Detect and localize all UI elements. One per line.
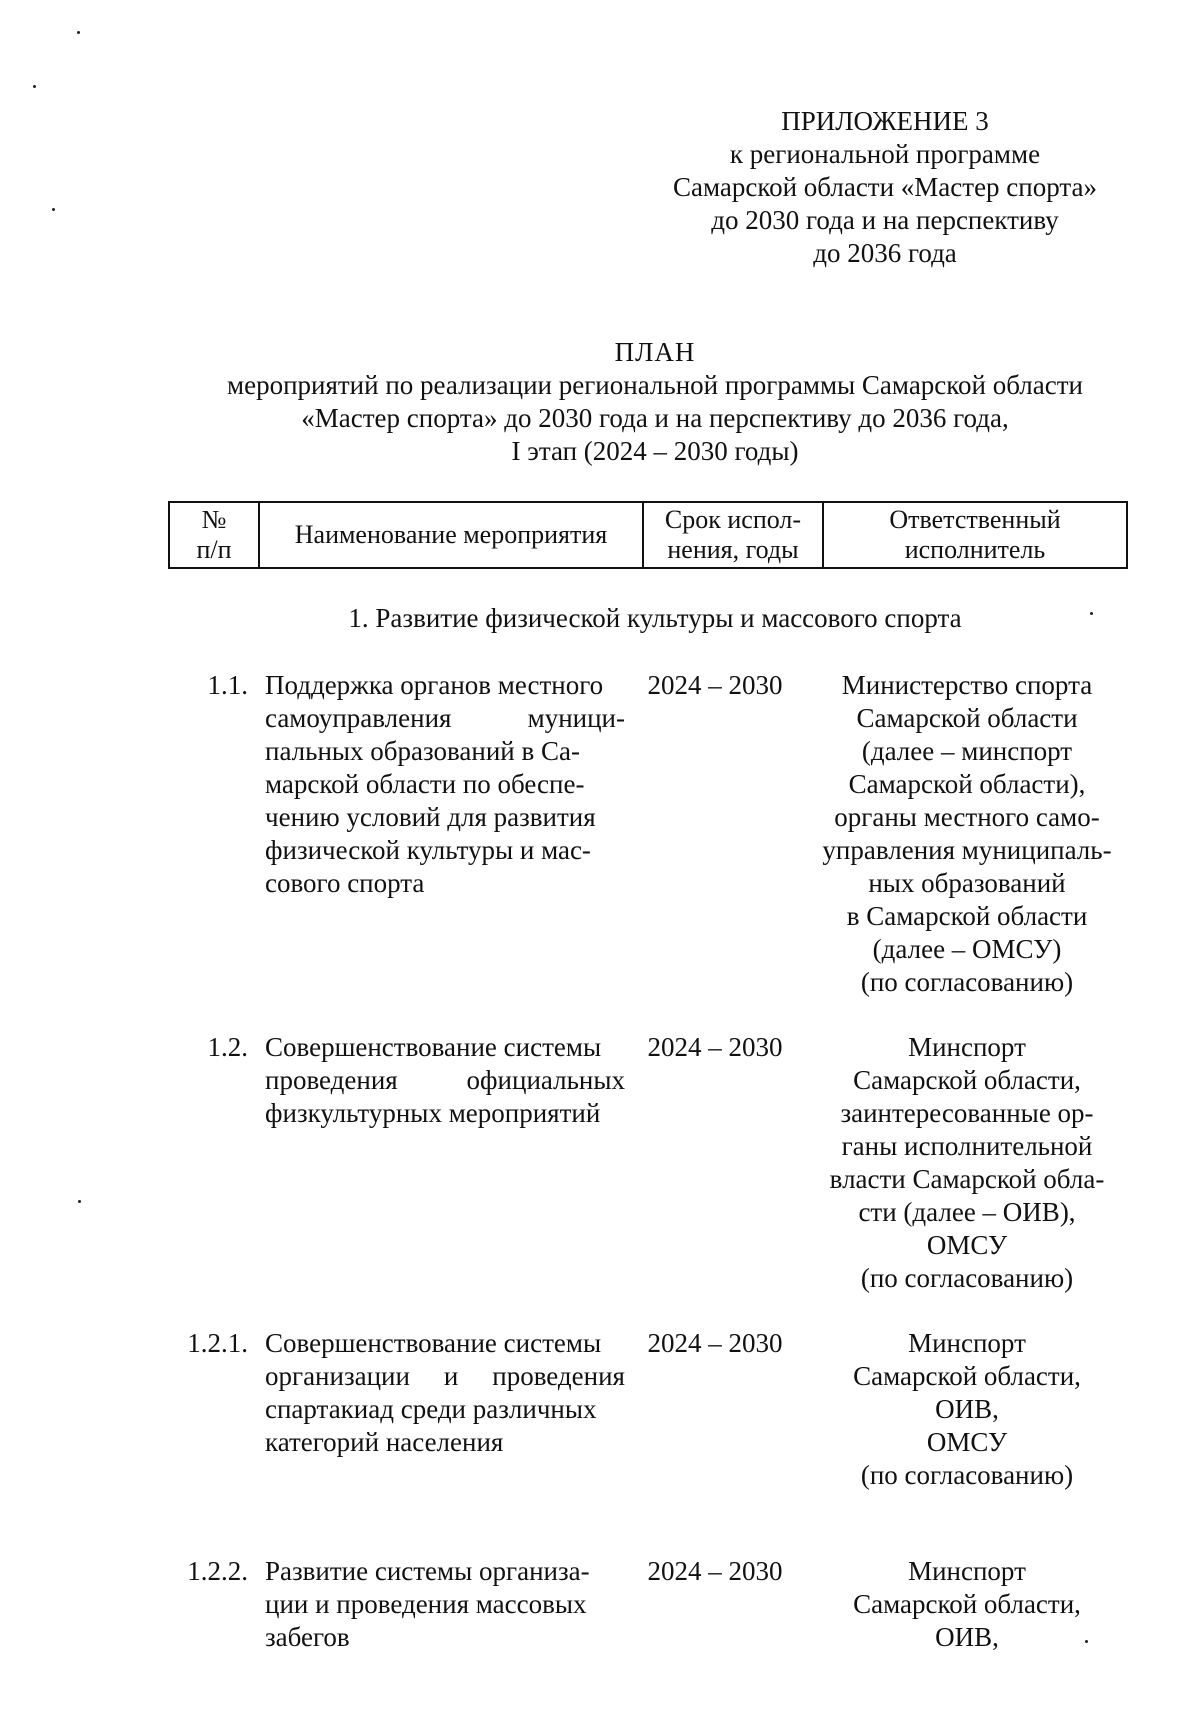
header-name-text: Наименование мероприятия — [294, 520, 608, 549]
row-name-line: марской области по обеспе- — [265, 769, 585, 799]
row-responsible — [806, 669, 1128, 999]
row-resp-line: (далее – минспорт — [861, 736, 1073, 766]
row-resp-line: заинтересованные ор- — [840, 1098, 1094, 1128]
row-resp-line: Самарской области, — [853, 1589, 1081, 1619]
row-name — [265, 1327, 625, 1459]
row-term: 2024 – 2030 — [647, 1556, 783, 1586]
appendix-line: до 2030 года и на перспективу — [711, 205, 1059, 235]
row-name — [265, 669, 625, 900]
header-resp-line: исполнитель — [904, 535, 1046, 564]
row-name-line: ции и проведения массовых — [265, 1589, 587, 1619]
header-term-line: нения, годы — [667, 535, 799, 564]
table-header — [168, 501, 1128, 569]
row-resp-line: ОИВ, — [935, 1622, 999, 1652]
row-resp-line: Самарской области — [856, 703, 1078, 733]
appendix-line: к региональной программе — [729, 139, 1041, 169]
header-term — [643, 502, 823, 568]
row-num: 1.2.1. — [187, 1328, 248, 1358]
row-name — [265, 1031, 625, 1130]
row-responsible — [806, 1555, 1128, 1654]
row-resp-line: Минспорт — [908, 1556, 1026, 1586]
row-resp-line: ганы исполнительной — [841, 1131, 1093, 1161]
row-term: 2024 – 2030 — [647, 670, 783, 700]
row-resp-line: ОМСУ — [926, 1427, 1008, 1457]
scan-speck — [52, 208, 55, 211]
row-resp-line: Самарской области, — [853, 1361, 1081, 1391]
row-name-line: Совершенствование системы — [265, 1328, 602, 1358]
row-num: 1.2. — [207, 1032, 248, 1062]
row-resp-line: (далее – ОМСУ) — [872, 934, 1062, 964]
scan-speck — [33, 85, 36, 88]
row-resp-line: Самарской области), — [848, 769, 1086, 799]
row-resp-line: (по согласованию) — [860, 967, 1074, 997]
plan-heading — [150, 336, 1160, 468]
row-name-line: спартакиад среди различных — [265, 1394, 597, 1424]
row-resp-line: (по согласованию) — [860, 1263, 1074, 1293]
scan-speck — [77, 31, 80, 34]
row-term: 2024 – 2030 — [647, 1032, 783, 1062]
header-term-line: Срок испол- — [664, 505, 802, 534]
row-responsible — [806, 1327, 1128, 1492]
header-num-line: п/п — [196, 535, 232, 564]
row-resp-line: управления муниципаль- — [822, 835, 1112, 865]
row-name — [265, 1555, 625, 1654]
row-term: 2024 – 2030 — [647, 1328, 783, 1358]
row-resp-line: ных образований — [868, 868, 1066, 898]
row-name-line: физической культуры и мас- — [265, 835, 591, 865]
header-name — [259, 502, 643, 568]
row-resp-line: ОМСУ — [926, 1230, 1008, 1260]
appendix-line: Самарской области «Мастер спорта» — [672, 172, 1097, 202]
row-resp-line: (по согласованию) — [860, 1460, 1074, 1490]
row-resp-line: в Самарской области — [846, 901, 1088, 931]
row-resp-line: Самарской области, — [853, 1065, 1081, 1095]
appendix-line: ПРИЛОЖЕНИЕ 3 — [781, 106, 989, 136]
row-resp-line: Министерство спорта — [841, 670, 1093, 700]
row-name-line: сового спорта — [265, 868, 425, 898]
row-name-line: физкультурных мероприятий — [265, 1098, 601, 1128]
scan-speck — [78, 1200, 81, 1203]
row-name-line: проведения официальных — [265, 1065, 625, 1095]
row-name-line: самоуправления муници- — [265, 703, 625, 733]
appendix-block — [640, 105, 1130, 270]
header-num-line: № — [201, 505, 227, 534]
section-title: 1. Развитие физической культуры и массового спорта — [348, 603, 962, 633]
header-resp — [823, 502, 1127, 568]
row-resp-line: ОИВ, — [935, 1394, 999, 1424]
row-resp-line: сти (далее – ОИВ), — [858, 1197, 1076, 1227]
plan-title: ПЛАН — [614, 337, 696, 367]
plan-subtitle-line: «Мастер спорта» до 2030 года и на перспективу до 2036 года, — [301, 403, 1009, 433]
row-name-line: Развитие системы организа- — [265, 1556, 590, 1586]
header-resp-line: Ответственный — [889, 505, 1061, 534]
row-responsible — [806, 1031, 1128, 1295]
row-name-line: пальных образований в Са- — [265, 736, 580, 766]
header-num — [169, 502, 259, 568]
row-resp-line: органы местного само- — [834, 802, 1100, 832]
row-resp-line: власти Самарской обла- — [829, 1164, 1105, 1194]
row-name-line: организации и проведения — [265, 1361, 625, 1391]
row-name-line: чению условий для развития — [265, 802, 596, 832]
appendix-line: до 2036 года — [813, 238, 957, 268]
row-name-line: Совершенствование системы — [265, 1032, 602, 1062]
row-name-line: Поддержка органов местного — [265, 670, 604, 700]
row-resp-line: Минспорт — [908, 1328, 1026, 1358]
plan-subtitle-line: I этап (2024 – 2030 годы) — [511, 436, 799, 466]
row-name-line: категорий населения — [265, 1427, 504, 1457]
plan-subtitle-line: мероприятий по реализации региональной программы Самарской области — [227, 370, 1083, 400]
row-resp-line: Минспорт — [908, 1032, 1026, 1062]
row-name-line: забегов — [265, 1622, 350, 1652]
row-num: 1.2.2. — [187, 1556, 248, 1586]
row-num: 1.1. — [207, 670, 248, 700]
